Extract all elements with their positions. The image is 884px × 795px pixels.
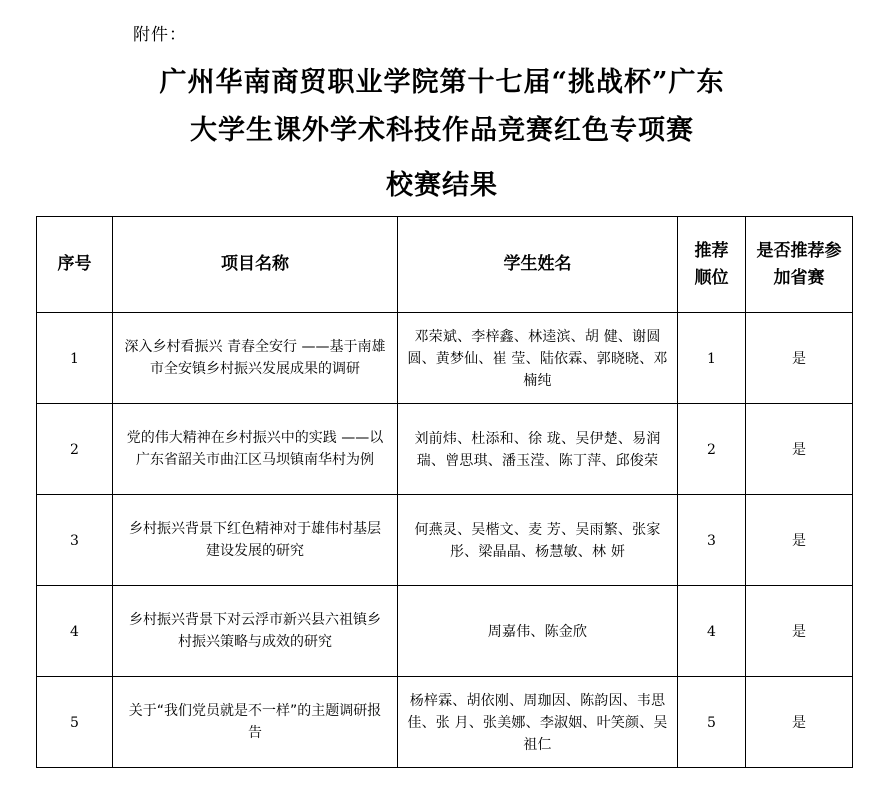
header-rank: 推荐顺位 (678, 217, 746, 313)
row-index: 3 (37, 495, 113, 586)
header-recommend: 是否推荐参加省赛 (746, 217, 853, 313)
header-project: 项目名称 (113, 217, 398, 313)
row-index: 2 (37, 404, 113, 495)
row-rank: 4 (678, 586, 746, 677)
row-recommend: 是 (746, 404, 853, 495)
table-row (37, 495, 853, 586)
row-project: 党的伟大精神在乡村振兴中的实践 ——以广东省韶关市曲江区马坝镇南华村为例 (113, 404, 398, 495)
row-project: 深入乡村看振兴 青春全安行 ——基于南雄市全安镇乡村振兴发展成果的调研 (113, 313, 398, 404)
title-line-3: 校赛结果 (386, 170, 498, 201)
title-line-2: 大学生课外学术科技作品竞赛红色专项赛 (190, 115, 694, 146)
row-project: 乡村振兴背景下对云浮市新兴县六祖镇乡村振兴策略与成效的研究 (113, 586, 398, 677)
row-students: 邓荣斌、李梓鑫、林逵滨、胡 健、谢圆圆、黄梦仙、崔 莹、陆依霖、郭晓晓、邓楠纯 (398, 313, 678, 404)
header-row (37, 217, 853, 313)
title-line-1: 广州华南商贸职业学院第十七届“挑战杯”广东 (159, 67, 725, 98)
header-index: 序号 (37, 217, 113, 313)
row-students: 杨梓霖、胡依刚、周珈因、陈韵因、韦思佳、张 月、张美娜、李淑姻、叶笑颜、吴祖仁 (398, 677, 678, 768)
row-rank: 3 (678, 495, 746, 586)
header-students: 学生姓名 (398, 217, 678, 313)
row-rank: 1 (678, 313, 746, 404)
row-index: 1 (37, 313, 113, 404)
row-recommend: 是 (746, 586, 853, 677)
table-row (37, 313, 853, 404)
results-table (36, 216, 853, 768)
row-recommend: 是 (746, 495, 853, 586)
row-project: 关于“我们党员就是不一样”的主题调研报告 (113, 677, 398, 768)
row-index: 4 (37, 586, 113, 677)
row-recommend: 是 (746, 677, 853, 768)
row-rank: 5 (678, 677, 746, 768)
row-students: 周嘉伟、陈金欣 (398, 586, 678, 677)
table-row (37, 586, 853, 677)
row-students: 刘前炜、杜添和、徐 珑、吴伊楚、易润瑞、曾思琪、潘玉滢、陈丁萍、邱俊荣 (398, 404, 678, 495)
attachment-label: 附件： (133, 25, 187, 45)
table-row (37, 404, 853, 495)
row-project: 乡村振兴背景下红色精神对于雄伟村基层建设发展的研究 (113, 495, 398, 586)
row-index: 5 (37, 677, 113, 768)
row-recommend: 是 (746, 313, 853, 404)
row-rank: 2 (678, 404, 746, 495)
table-row (37, 677, 853, 768)
row-students: 何燕灵、吴楷文、麦 芳、吴雨繁、张家彤、梁晶晶、杨慧敏、林 妍 (398, 495, 678, 586)
